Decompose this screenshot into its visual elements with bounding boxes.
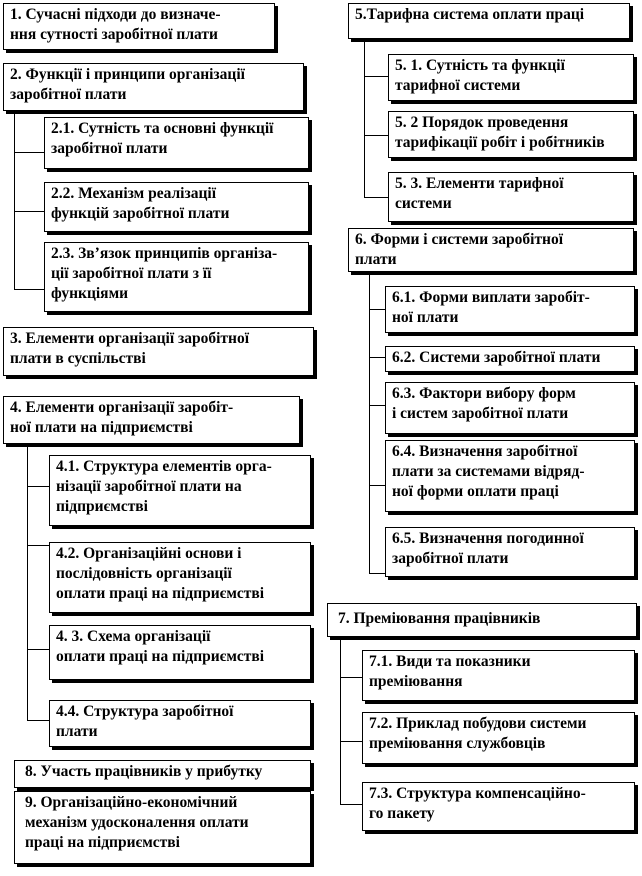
connector-s2-item1 (14, 152, 44, 153)
connector-s6-spine (369, 272, 370, 574)
section-4-3-box: 4. 3. Схема організації оплати праці на підприємстві (49, 625, 311, 680)
connector-s4-item2 (27, 545, 49, 546)
connector-s6-item1 (369, 309, 385, 310)
section-5-1-box: 5. 1. Сутність та функції тарифної системи (388, 54, 634, 101)
section-4-box: 4. Елементи організації заробіт- ної плати на підприємстві (3, 396, 300, 444)
connector-s4-item4 (27, 720, 49, 721)
section-6-box: 6. Форми і системи заробітної плати (348, 228, 634, 272)
section-9-box: 9. Організаційно-економічний механізм удосконалення оплати праці на підприємстві (14, 791, 311, 864)
connector-s6-item5 (369, 573, 385, 574)
section-6-1-box: 6.1. Форми виплати заробіт- ної плати (385, 286, 635, 333)
connector-s2-item3 (14, 289, 44, 290)
connector-s7-spine (340, 637, 341, 805)
section-2-3-box: 2.3. Зв’язок принципів організа- ції заробітної плати з її функціями (44, 242, 309, 312)
section-2-1-box: 2.1. Сутність та основні функції заробітної плати (44, 117, 309, 169)
section-6-3-box: 6.3. Фактори вибору форм і систем заробітної плати (385, 382, 635, 434)
section-1-box: 1. Сучасні підходи до визначе- ння сутності заробітної плати (3, 3, 275, 50)
section-7-2-box: 7.2. Приклад побудови системи преміювання службовців (362, 712, 635, 764)
connector-s2-spine (14, 114, 15, 290)
section-7-3-box: 7.3. Структура компенсаційно- го пакету (362, 782, 635, 831)
connector-s5-item3 (364, 197, 388, 198)
section-6-2-box: 6.2. Системи заробітної плати (385, 346, 635, 372)
connector-s6-item3 (369, 405, 385, 406)
section-8-box: 8. Участь працівників у прибутку (14, 760, 311, 788)
connector-s5-item2 (364, 135, 388, 136)
connector-s5-spine (364, 40, 365, 198)
section-7-box: 7. Преміювання працівників (327, 603, 637, 637)
connector-s7-item3 (340, 804, 362, 805)
connector-s4-item3 (27, 649, 49, 650)
section-6-4-box: 6.4. Визначення заробітної плати за системами відряд- ної форми оплати праці (385, 440, 635, 512)
section-2-2-box: 2.2. Механізм реалізації функцій заробітної плати (44, 182, 309, 232)
section-3-box: 3. Елементи організації заробітної плати в суспільстві (3, 327, 314, 376)
section-4-2-box: 4.2. Організаційні основи і послідовність організації оплати праці на підприємстві (49, 542, 311, 613)
section-4-1-box: 4.1. Структура елементів орга- нізації заробітної плати на підприємстві (49, 455, 311, 526)
connector-s4-item1 (27, 486, 49, 487)
section-2-box: 2. Функції і принципи організації заробітної плати (3, 63, 304, 111)
section-5-3-box: 5. 3. Елементи тарифної системи (388, 172, 634, 222)
connector-s7-item1 (340, 677, 362, 678)
connector-s7-item2 (340, 741, 362, 742)
section-7-1-box: 7.1. Види та показники преміювання (362, 650, 635, 701)
connector-s5-item1 (364, 76, 388, 77)
connector-s2-item2 (14, 211, 44, 212)
section-5-box: 5.Тарифна система оплати праці (348, 3, 630, 39)
section-5-2-box: 5. 2 Порядок проведення тарифікації робіт і робітників (388, 111, 634, 158)
connector-s6-item4 (369, 485, 385, 486)
section-4-4-box: 4.4. Структура заробітної плати (49, 700, 311, 747)
section-6-5-box: 6.5. Визначення погодинної заробітної плати (385, 527, 635, 577)
connector-s6-item2 (369, 357, 385, 358)
